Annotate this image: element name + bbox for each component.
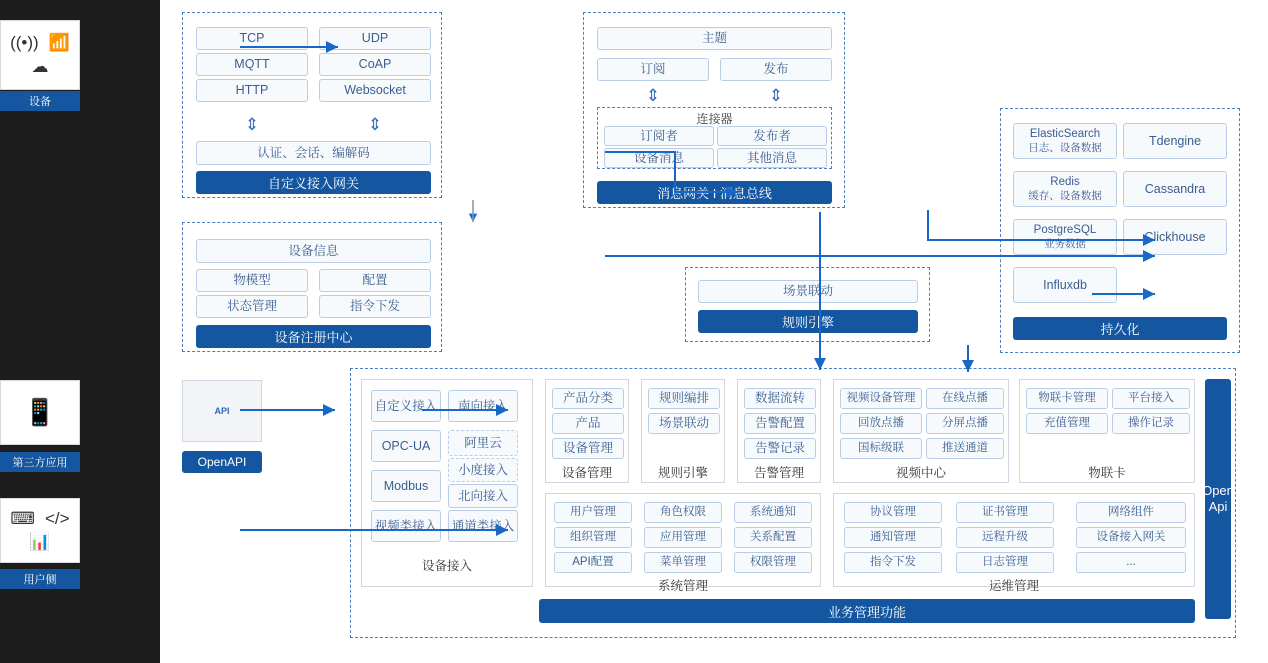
rule-engine-title: 规则引擎 xyxy=(698,310,918,333)
third-party-card xyxy=(0,380,80,445)
gateway-auth[interactable]: 认证、会话、编解码 xyxy=(196,141,431,165)
video-center-caption: 视频中心 xyxy=(895,466,946,480)
protocol-http[interactable]: HTTP xyxy=(196,79,308,102)
sm-sys-notice[interactable]: 系统通知 xyxy=(734,502,812,523)
openapi-label[interactable]: OpenAPI xyxy=(182,451,262,473)
om-cert-manage[interactable]: 证书管理 xyxy=(956,502,1054,523)
connector-title: 连接器 xyxy=(696,112,733,126)
ic-recharge[interactable]: 充值管理 xyxy=(1026,413,1108,434)
om-command-issue[interactable]: 指令下发 xyxy=(844,552,942,573)
api-icon: API xyxy=(214,406,230,416)
sm-user-manage[interactable]: 用户管理 xyxy=(554,502,632,523)
ops-management-caption: 运维管理 xyxy=(988,579,1039,593)
store-redis-desc: 缓存、设备数据 xyxy=(1028,189,1102,202)
access-video[interactable]: 视频类接入 xyxy=(371,510,441,542)
business-functions-title: 业务管理功能 xyxy=(539,599,1195,623)
protocol-coap[interactable]: CoAP xyxy=(319,53,431,76)
iot-card-caption: 物联卡 xyxy=(1088,466,1126,480)
store-tdengine[interactable]: Tdengine xyxy=(1123,123,1227,159)
user-side-card xyxy=(0,498,80,563)
scene-linkage[interactable]: 场景联动 xyxy=(698,280,918,303)
protocol-websocket[interactable]: Websocket xyxy=(319,79,431,102)
system-management-caption: 系统管理 xyxy=(657,579,708,593)
platform-functions-group xyxy=(350,368,1236,638)
re-rule-orchestration[interactable]: 规则编排 xyxy=(648,388,720,409)
device-info[interactable]: 设备信息 xyxy=(196,239,431,263)
message-updown-arrow-right: ⇕ xyxy=(768,86,784,105)
device-icons-row xyxy=(10,33,70,53)
ic-platform[interactable]: 平台接入 xyxy=(1112,388,1190,409)
connector-group xyxy=(597,107,832,169)
sm-menu-manage[interactable]: 菜单管理 xyxy=(644,552,722,573)
access-north[interactable]: 北向接入 xyxy=(448,484,518,508)
ops-management-group xyxy=(833,493,1195,593)
access-channel[interactable]: 通道类接入 xyxy=(448,510,518,542)
store-influxdb[interactable]: Influxdb xyxy=(1013,267,1117,303)
device-registry-title: 设备注册中心 xyxy=(196,325,431,348)
sm-api-conf[interactable]: API配置 xyxy=(554,552,632,573)
device-label: 设备 xyxy=(0,91,80,111)
registry-config[interactable]: 配置 xyxy=(319,269,431,292)
re-scene-linkage[interactable]: 场景联动 xyxy=(648,413,720,434)
connector-device-msg[interactable]: 设备消息 xyxy=(604,148,714,168)
iot-card-group xyxy=(1019,379,1195,483)
subscribe-box[interactable]: 订阅 xyxy=(597,58,709,81)
video-center-group xyxy=(833,379,1009,483)
keyboard-icon: ⌨ xyxy=(10,509,35,529)
registry-state[interactable]: 状态管理 xyxy=(196,295,308,318)
store-postgresql[interactable] xyxy=(1013,219,1117,255)
vc-push-channel[interactable]: 推送通道 xyxy=(926,438,1004,459)
rule-engine-functions-group xyxy=(641,379,725,483)
store-elasticsearch-name: ElasticSearch xyxy=(1029,128,1101,141)
om-log-manage[interactable]: 日志管理 xyxy=(956,552,1054,573)
am-data-flow[interactable]: 数据流转 xyxy=(744,388,816,409)
store-redis-name: Redis xyxy=(1050,176,1080,189)
registry-command[interactable]: 指令下发 xyxy=(319,295,431,318)
rule-engine-functions-caption: 规则引擎 xyxy=(657,466,708,480)
cloud-icon: ☁ xyxy=(31,57,49,76)
am-alarm-config[interactable]: 告警配置 xyxy=(744,413,816,434)
device-registry-group xyxy=(182,222,442,352)
vc-online-play[interactable]: 在线点播 xyxy=(926,388,1004,409)
system-management-group xyxy=(545,493,821,593)
protocol-mqtt[interactable]: MQTT xyxy=(196,53,308,76)
connector-other-msg[interactable]: 其他消息 xyxy=(717,148,827,168)
dm-product-category[interactable]: 产品分类 xyxy=(552,388,624,409)
store-redis[interactable] xyxy=(1013,171,1117,207)
store-cassandra[interactable]: Cassandra xyxy=(1123,171,1227,207)
ic-operation-log[interactable]: 操作记录 xyxy=(1112,413,1190,434)
device-access-caption: 设备接入 xyxy=(421,559,472,573)
gateway-group xyxy=(182,12,442,198)
vc-playback[interactable]: 回放点播 xyxy=(840,413,922,434)
store-postgresql-name: PostgreSQL xyxy=(1033,224,1097,237)
gateway-updown-arrow-left: ⇕ xyxy=(244,115,260,134)
dm-device-manage[interactable]: 设备管理 xyxy=(552,438,624,459)
access-modbus[interactable]: Modbus xyxy=(371,470,441,502)
alarm-management-caption: 告警管理 xyxy=(753,466,804,480)
om-remote-upgrade[interactable]: 远程升级 xyxy=(956,527,1054,548)
om-protocol-manage[interactable]: 协议管理 xyxy=(844,502,942,523)
store-postgresql-desc: 业务数据 xyxy=(1044,237,1086,250)
store-elasticsearch[interactable] xyxy=(1013,123,1117,159)
ic-card-manage[interactable]: 物联卡管理 xyxy=(1026,388,1108,409)
om-more[interactable]: ... xyxy=(1076,552,1186,573)
persistence-group xyxy=(1000,108,1240,353)
vc-video-device-manage[interactable]: 视频设备管理 xyxy=(840,388,922,409)
protocol-udp[interactable]: UDP xyxy=(319,27,431,50)
om-notice-manage[interactable]: 通知管理 xyxy=(844,527,942,548)
device-card xyxy=(0,20,80,90)
device-management-caption: 设备管理 xyxy=(561,466,612,480)
message-bus-group xyxy=(583,12,845,208)
gateway-updown-arrow-right: ⇕ xyxy=(367,115,383,134)
vc-split-screen[interactable]: 分屏点播 xyxy=(926,413,1004,434)
access-aliyun[interactable]: 阿里云 xyxy=(448,430,518,456)
persistence-title: 持久化 xyxy=(1013,317,1227,340)
alarm-management-group xyxy=(737,379,821,483)
chart-icon: 📊 xyxy=(29,532,51,551)
sm-org-manage[interactable]: 组织管理 xyxy=(554,527,632,548)
access-south[interactable]: 南向接入 xyxy=(448,390,518,422)
user-side-label: 用户侧 xyxy=(0,569,80,589)
registry-thing-model[interactable]: 物模型 xyxy=(196,269,308,292)
access-opcua[interactable]: OPC-UA xyxy=(371,430,441,462)
sm-relation-conf[interactable]: 关系配置 xyxy=(734,527,812,548)
device-access-group xyxy=(361,379,533,587)
om-device-gateway[interactable]: 设备接入网关 xyxy=(1076,527,1186,548)
sm-role-auth[interactable]: 角色权限 xyxy=(644,502,722,523)
protocol-tcp[interactable]: TCP xyxy=(196,27,308,50)
access-custom[interactable]: 自定义接入 xyxy=(371,390,441,422)
message-bus-title: 消息网关 I 消息总线 xyxy=(597,181,832,204)
dm-product[interactable]: 产品 xyxy=(552,413,624,434)
connector-publisher[interactable]: 发布者 xyxy=(717,126,827,146)
store-elasticsearch-desc: 日志、设备数据 xyxy=(1028,141,1102,154)
am-alarm-record[interactable]: 告警记录 xyxy=(744,438,816,459)
open-api-rail[interactable]: Open Api xyxy=(1205,379,1231,619)
sm-app-manage[interactable]: 应用管理 xyxy=(644,527,722,548)
store-clickhouse[interactable]: Clickhouse xyxy=(1123,219,1227,255)
sm-perm-manage[interactable]: 权限管理 xyxy=(734,552,812,573)
wifi-icon: ((•)) xyxy=(10,33,39,53)
diagram-canvas xyxy=(160,0,1268,663)
publish-box[interactable]: 发布 xyxy=(720,58,832,81)
connector-subscriber[interactable]: 订阅者 xyxy=(604,126,714,146)
rule-engine-group xyxy=(685,267,930,342)
code-icon: </> xyxy=(44,509,70,529)
gateway-title: 自定义接入网关 xyxy=(196,171,431,194)
vc-gb-cascade[interactable]: 国标级联 xyxy=(840,438,922,459)
topic-box[interactable]: 主题 xyxy=(597,27,832,50)
om-network-comp[interactable]: 网络组件 xyxy=(1076,502,1186,523)
message-updown-arrow-left: ⇕ xyxy=(645,86,661,105)
user-icons-row xyxy=(10,509,69,529)
left-rail xyxy=(0,0,160,663)
openapi-icon-card xyxy=(182,380,262,442)
sensor-icon: 📶 xyxy=(48,33,70,53)
third-party-label: 第三方应用 xyxy=(0,452,80,472)
device-management-group xyxy=(545,379,629,483)
mobile-icon: 📱 xyxy=(23,396,57,427)
access-xiaodu[interactable]: 小度接入 xyxy=(448,458,518,482)
